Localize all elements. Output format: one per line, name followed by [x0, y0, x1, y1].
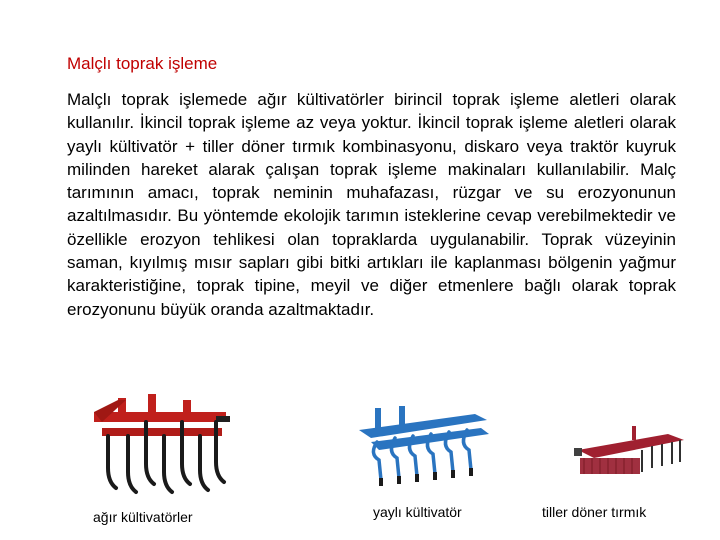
slide-title: Malçlı toprak işleme — [67, 54, 218, 73]
heavy-cultivator-caption: ağır kültivatörler — [93, 509, 193, 525]
tiller-rotary-harrow-caption: tiller döner tırmık — [542, 504, 647, 520]
spring-cultivator-image — [355, 402, 495, 492]
tiller-rotary-harrow-icon — [572, 420, 692, 490]
slide-body-text: Malçlı toprak işlemede ağır kültivatörler birincil toprak işleme aletleri olarak kullanılır. İkincil toprak işleme az veya yoktur. İkincil toprak işleme aletleri olarak yaylı kültivatör + tiller döner tırmık kombinasyonu, diskaro veya traktör kuyruk milinden hareket alarak çalışan toprak işleme makinaları kullanılabilir. Malç tarımının amacı, toprak neminin muhafazası, rüzgar ve su erozyonunun azaltılmasıdır. Bu yöntemde ekolojik tarımın isteklerine cevap verebilmektedir ve özellikle erozyon tehlikesi olan topraklarda uygulanabilir. Toprak vüzeyinin saman, kıyılmış mısır sapları gibi bitki artıkları ile kaplanması bölgenin yağmur karakteristiğine, toprak tipine, meyil ve diğer etmenlere bağlı olarak toprak erozyonunu büyük oranda azaltmaktadır. — [67, 90, 676, 319]
heavy-cultivator-image — [88, 390, 238, 500]
spring-cultivator-icon — [355, 402, 495, 492]
tiller-rotary-harrow-image — [572, 420, 692, 490]
heavy-cultivator-icon — [88, 390, 238, 500]
spring-cultivator-caption: yaylı kültivatör — [373, 504, 462, 520]
